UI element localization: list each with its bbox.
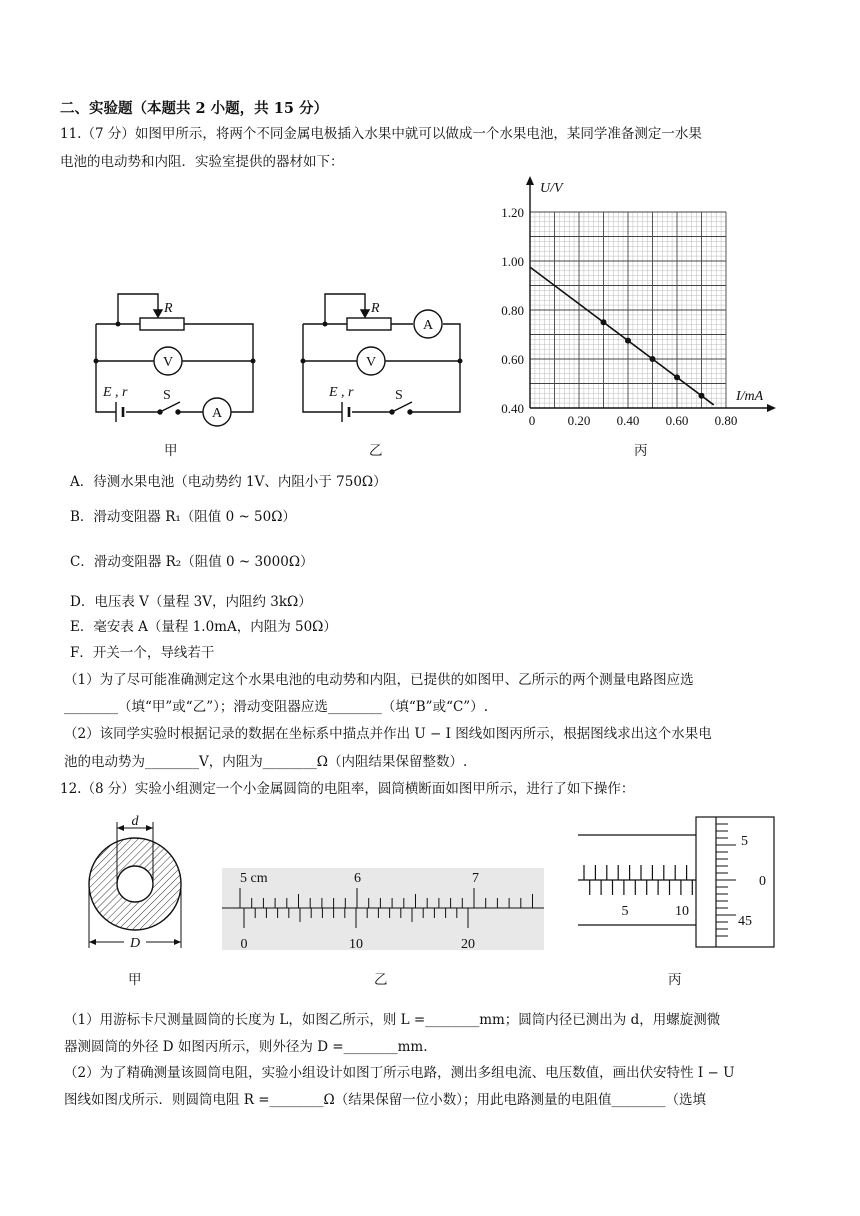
data-point xyxy=(699,393,705,399)
label-er: E , r xyxy=(103,385,128,400)
label-R: R xyxy=(164,301,173,316)
data-point xyxy=(674,374,680,380)
x-tick-label: 0.60 xyxy=(665,413,689,428)
main-scale-5cm: 5 cm xyxy=(240,871,268,886)
fig-bing-label: 丙 xyxy=(634,443,648,459)
q11-part2-line1: （2）该同学实验时根据记录的数据在坐标系中描点并作出 U − I 图线如图丙所示，根据图线求出这个水果电 xyxy=(64,726,712,742)
ammeter-label: A xyxy=(211,406,223,421)
q12-part1-line2: 器测圆筒的外径 D 如图丙所示，则外径为 D =________mm. xyxy=(64,1039,428,1055)
ui-graph-bing xyxy=(490,172,790,437)
micrometer xyxy=(578,815,778,951)
fig12-jia-label: 甲 xyxy=(128,972,142,988)
item-a: A．待测水果电池（电动势约 1V、内阻小于 750Ω） xyxy=(70,474,387,490)
x-tick-label: 0.40 xyxy=(616,413,640,428)
y-tick-label: 0.80 xyxy=(501,303,524,318)
voltmeter-label: V xyxy=(365,355,377,370)
vernier-10: 10 xyxy=(349,937,363,952)
vernier-0: 0 xyxy=(240,937,248,952)
item-b: B．滑动变阻器 R₁（阻值 0 ~ 50Ω） xyxy=(70,509,296,525)
voltmeter-label: V xyxy=(162,355,174,370)
sleeve-5: 5 xyxy=(621,904,629,919)
vernier-20: 20 xyxy=(461,937,475,952)
ring-cross-section xyxy=(80,812,190,958)
ammeter-label: A xyxy=(422,318,434,333)
item-d: D．电压表 V（量程 3V，内阻约 3kΩ） xyxy=(70,594,312,610)
fig-yi-label: 乙 xyxy=(369,443,383,459)
q11-part2-line2: 池的电动势为________V，内阻为________Ω（内阻结果保留整数）. xyxy=(64,754,468,770)
y-tick-label: 1.00 xyxy=(501,254,524,269)
thimble-0: 0 xyxy=(759,874,766,889)
q12-part1-line1: （1）用游标卡尺测量圆筒的长度为 L，如图乙所示，则 L =________mm；圆筒内径已测出为 d，用螺旋测微 xyxy=(64,1012,721,1028)
label-S: S xyxy=(395,388,403,403)
label-R: R xyxy=(371,301,380,316)
data-point xyxy=(625,338,631,344)
x-tick-label: 0.20 xyxy=(567,413,591,428)
q11-stem-line2: 电池的电动势和内阻．实验室提供的器材如下： xyxy=(60,154,344,170)
item-c: C．滑动变阻器 R₂（阻值 0 ~ 3000Ω） xyxy=(70,554,314,570)
q12-part2-line2: 图线如图戊所示．则圆筒电阻 R =________Ω（结果保留一位小数）；用此电路测量的电阻值________（选填 xyxy=(64,1092,707,1108)
main-scale-7: 7 xyxy=(472,871,479,886)
fig12-yi-label: 乙 xyxy=(374,972,388,988)
x-tick-label: 0.80 xyxy=(714,413,738,428)
q11-part1-line1: （1）为了尽可能准确测定这个水果电池的电动势和内阻，已提供的如图甲、乙所示的两个测量电路图应选 xyxy=(64,672,694,688)
thimble-45: 45 xyxy=(738,914,752,929)
y-tick-label: 1.20 xyxy=(501,205,524,220)
x-axis-label: I/mA xyxy=(736,389,764,404)
label-S: S xyxy=(163,388,171,403)
y-tick-label: 0.60 xyxy=(501,352,524,367)
label-er: E , r xyxy=(329,385,354,400)
y-axis-label: U/V xyxy=(540,181,563,196)
sleeve-10: 10 xyxy=(675,904,689,919)
main-scale-6: 6 xyxy=(354,871,361,886)
data-point xyxy=(601,319,607,325)
x-tick-label: 0 xyxy=(528,413,536,428)
q11-stem-line1: 11.（7 分）如图甲所示，将两个不同金属电极插入水果中就可以做成一个水果电池，某同学准备测定一水果 xyxy=(60,126,702,142)
q12-part2-line1: （2）为了精确测量该圆筒电阻，实验小组设计如图丁所示电路，测出多组电流、电压数值，画出伏安特性 I − U xyxy=(64,1065,735,1081)
circuit-jia xyxy=(88,286,268,436)
data-point xyxy=(650,356,656,362)
item-e: E．毫安表 A（量程 1.0mA，内阻为 50Ω） xyxy=(70,619,337,635)
fig12-bing-label: 丙 xyxy=(668,972,682,988)
circuit-yi xyxy=(295,286,475,436)
q11-part1-line2: ________（填“甲”或“乙”）；滑动变阻器应选________（填“B”或“C”）. xyxy=(64,699,489,715)
item-f: F．开关一个，导线若干 xyxy=(70,645,215,661)
label-D: D xyxy=(129,936,141,951)
y-tick-label: 0.40 xyxy=(501,401,524,416)
fig-jia-label: 甲 xyxy=(164,443,178,459)
fit-line xyxy=(530,267,714,405)
section-title: 二、实验题（本题共 2 小题，共 15 分） xyxy=(60,100,328,117)
q12-stem: 12.（8 分）实验小组测定一个小金属圆筒的电阻率，圆筒横断面如图甲所示，进行了如下操作： xyxy=(60,781,635,797)
label-d: d xyxy=(131,814,139,829)
thimble-5: 5 xyxy=(741,834,748,849)
vernier-caliper xyxy=(222,860,544,952)
